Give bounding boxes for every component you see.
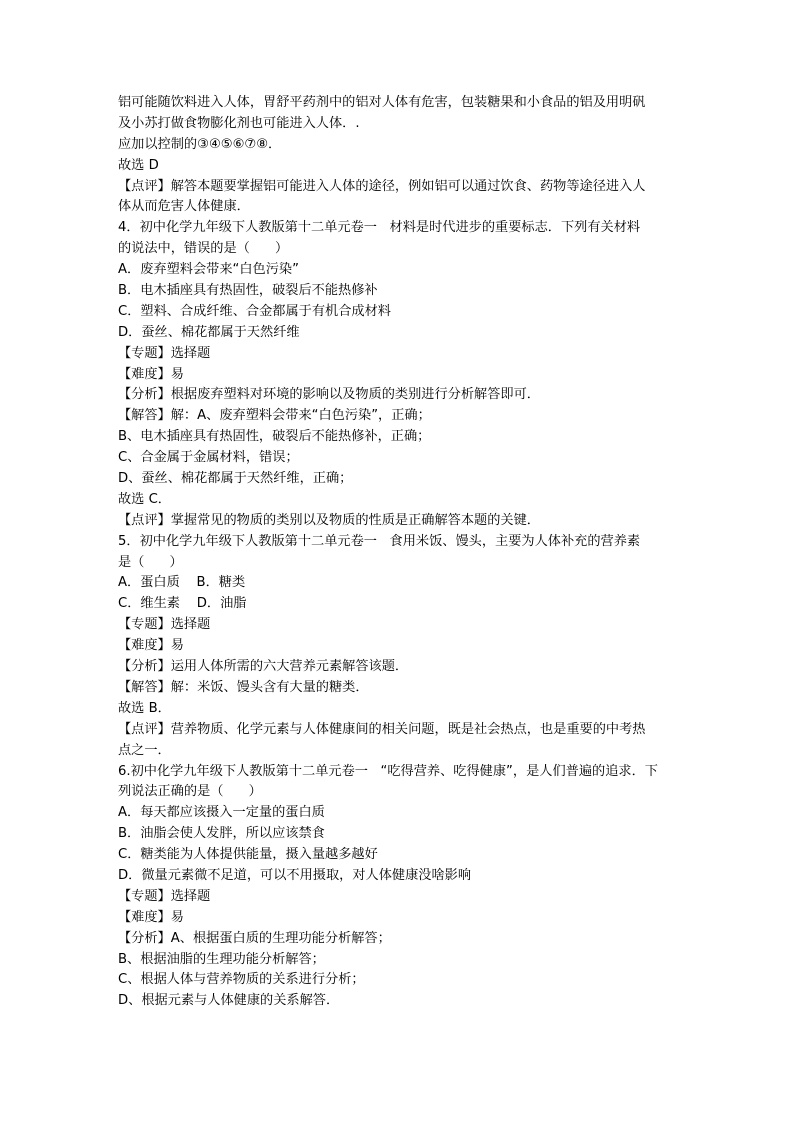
text-line: 铝可能随饮料进入人体，胃舒平药剂中的铝对人体有危害，包装糖果和小食品的铝及用明矾 [118, 95, 646, 110]
text-line: 应加以控制的③④⑤⑥⑦⑧． [118, 136, 282, 152]
option-c: C．塑料、合成纤维、合金都属于有机合成材料 [118, 303, 391, 319]
text-line: C、根据人体与营养物质的关系进行分析； [118, 972, 365, 988]
text-line: 点之一． [118, 742, 171, 758]
option-d: D．蚕丝、棉花都属于天然纤维 [118, 324, 300, 340]
option-c: C．糖类能为人体提供能量，摄入量越多越好 [118, 847, 378, 863]
question-6-stem: 6.初中化学九年级下人教版第十二单元卷一 “吃得营养、吃得健康”，是人们普遍的追求．下 [118, 763, 658, 779]
question-5-stem: 5．初中化学九年级下人教版第十二单元卷一 食用米饭、馒头，主要为人体补充的营养素 [118, 533, 641, 549]
text-line: 【专题】选择题 [118, 345, 211, 361]
text-line: 【专题】选择题 [118, 617, 211, 633]
option-b: B．电木插座具有热固性，破裂后不能热修补 [118, 283, 378, 299]
option-b: B．油脂会使人发胖，所以应该禁食 [118, 826, 325, 842]
text-line: B、电木插座具有热固性，破裂后不能热修补，正确； [118, 429, 431, 445]
text-line: 故选 D [118, 157, 159, 173]
text-line: D、蚕丝、棉花都属于天然纤维，正确； [118, 471, 353, 487]
text-line: B、根据油脂的生理功能分析解答； [118, 951, 325, 967]
text-line: C、合金属于金属材料，错误； [118, 450, 299, 466]
text-line: 及小苏打做食物膨化剂也可能进入人体．. [118, 115, 360, 131]
text-line: 【难度】易 [118, 638, 184, 654]
options-ab: A．蛋白质 B．糖类 [118, 575, 246, 591]
text-line: 【专题】选择题 [118, 888, 211, 904]
text-line: 【点评】掌握常见的物质的类别以及物质的性质是正确解答本题的关键． [118, 512, 540, 528]
text-line: 是（ ） [118, 554, 183, 570]
text-line: 【难度】易 [118, 366, 184, 382]
question-4-stem: 4．初中化学九年级下人教版第十二单元卷一 材料是时代进步的重要标志．下列有关材料 [118, 220, 641, 236]
text-line: D、根据元素与人体健康的关系解答． [118, 993, 340, 1009]
text-line: 列说法正确的是（ ） [118, 784, 262, 800]
text-line: 【分析】运用人体所需的六大营养元素解答该题． [118, 659, 409, 675]
text-line: 体从而危害人体健康． [118, 199, 250, 215]
text-line: 【解答】解：A、废弃塑料会带来“白色污染”，正确； [118, 408, 431, 424]
document-body [118, 93, 680, 1012]
text-line: 【分析】A、根据蛋白质的生理功能分析解答； [118, 930, 391, 946]
text-line: 【点评】解答本题要掌握铝可能进入人体的途径，例如铝可以通过饮食、药物等途径进入人 [118, 178, 646, 194]
text-line: 【解答】解：米饭、馒头含有大量的糖类． [118, 679, 369, 695]
option-a: A．废弃塑料会带来“白色污染” [118, 262, 299, 278]
option-d: D．微量元素微不足道，可以不用摄取，对人体健康没啥影响 [118, 867, 472, 883]
text-line: 【难度】易 [118, 909, 184, 925]
text-line: 故选 C． [118, 491, 171, 507]
text-line: 【点评】营养物质、化学元素与人体健康间的相关问题，既是社会热点，也是重要的中考热 [118, 721, 646, 737]
options-cd: C．维生素 D．油脂 [118, 596, 247, 612]
text-line: 的说法中，错误的是（ ） [118, 241, 289, 257]
text-line: 故选 B． [118, 700, 171, 716]
text-line: 【分析】根据废弃塑料对环境的影响以及物质的类别进行分析解答即可． [118, 387, 540, 403]
option-a: A．每天都应该摄入一定量的蛋白质 [118, 805, 325, 821]
